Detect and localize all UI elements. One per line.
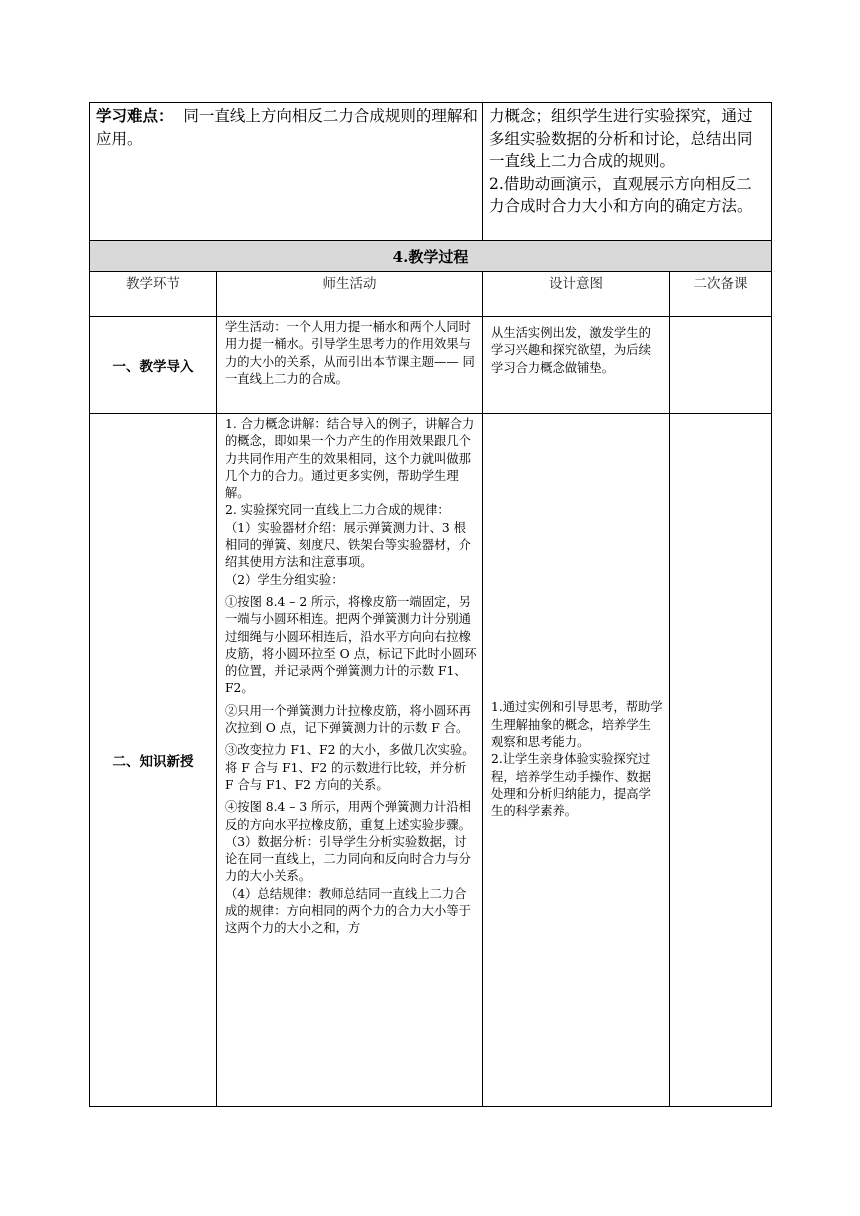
difficulty-row	[90, 103, 772, 241]
activities-cell	[217, 414, 483, 1107]
method-text-2: 2.借助动画演示，直观展示方向相反二力合成时合力大小和方向的确定方法。	[489, 174, 753, 215]
section-title: 4.教学过程	[90, 241, 772, 272]
table-row	[90, 414, 772, 1107]
intent-text: 1.通过实例和引导思考，帮助学生理解抽象的概念，培养学生观察和思考能力。	[491, 700, 663, 750]
activity-text: ④按图 8.4 – 3 所示，用两个弹簧测力计沿相反的方向水平拉橡皮筋，重复上述实验步骤。	[225, 800, 471, 832]
activity-text: （1）实验器材介绍：展示弹簧测力计、3 根相同的弹簧、刻度尺、铁架台等实验器材，介绍其使用方法和注意事项。	[225, 520, 471, 570]
difficulty-text: 同一直线上方向相反二力合成规则的理解和应用。	[96, 107, 478, 148]
header-row	[90, 272, 772, 317]
intent-cell	[483, 317, 670, 414]
stage-cell: 一、教学导入	[90, 317, 217, 414]
difficulty-label: 学习难点：	[96, 106, 174, 125]
lesson-plan-table	[89, 102, 772, 1107]
header-intent: 设计意图	[483, 272, 670, 317]
activity-text: 2. 实验探究同一直线上二力合成的规律：	[225, 503, 450, 518]
activity-text: 1. 合力概念讲解：结合导入的例子，讲解合力的概念，即如果一个力产生的作用效果跟几个力共同作用产生的效果相同，这个力就叫做那几个力的合力。通过更多实例，帮助学生理解。	[225, 417, 475, 501]
activity-text: 学生活动：一个人用力提一桶水和两个人同时用力提一桶水。引导学生思考力的作用效果与力的大小的关系，从而引出本节课主题—— 同一直线上二力的合成。	[225, 320, 475, 386]
activity-text: （4）总结规律：教师总结同一直线上二力合成的规律：方向相同的两个力的合力大小等于这两个力的大小之和，方	[225, 886, 471, 936]
notes-cell	[670, 317, 772, 414]
activities-cell	[217, 317, 483, 414]
intent-text: 从生活实例出发，激发学生的学习兴趣和探究欲望，为后续学习合力概念做铺垫。	[491, 326, 651, 375]
section-banner-row	[90, 241, 772, 272]
stage-cell: 二、知识新授	[90, 414, 217, 1107]
header-notes: 二次备课	[670, 272, 772, 317]
activity-text: ②只用一个弹簧测力计拉橡皮筋，将小圆环再次拉到 O 点，记下弹簧测力计的示数 F 合。	[225, 703, 471, 736]
header-activities: 师生活动	[217, 272, 483, 317]
header-stage: 教学环节	[90, 272, 217, 317]
teaching-method-cell	[483, 103, 772, 241]
method-text-1: 力概念；组织学生进行实验探究，通过多组实验数据的分析和讨论，总结出同一直线上二力合成的规则。	[489, 107, 753, 170]
activity-text: （2）学生分组实验：	[225, 572, 344, 587]
activity-text: ③改变拉力 F1、F2 的大小，多做几次实验。将 F 合与 F1、F2 的示数进行比较，并分析 F 合与 F1、F2 方向的关系。	[225, 743, 475, 792]
difficulty-cell	[90, 103, 483, 241]
activity-text: ①按图 8.4 – 2 所示，将橡皮筋一端固定，另一端与小圆环相连。把两个弹簧测力计分别通过细绳与小圆环相连后，沿水平方向向右拉橡皮筋，将小圆环拉至 O 点，标记下此时小圆环的位置，并记录两个弹簧测力计的示数 F1、F2。	[225, 594, 477, 696]
notes-cell	[670, 414, 772, 1107]
intent-cell	[483, 414, 670, 1107]
activity-text: （3）数据分析：引导学生分析实验数据，讨论在同一直线上，二力同向和反向时合力与分力的大小关系。	[225, 834, 471, 884]
table-row	[90, 317, 772, 414]
intent-text: 2.让学生亲身体验实验探究过程，培养学生动手操作、数据处理和分析归纳能力，提高学生的科学素养。	[491, 752, 651, 819]
